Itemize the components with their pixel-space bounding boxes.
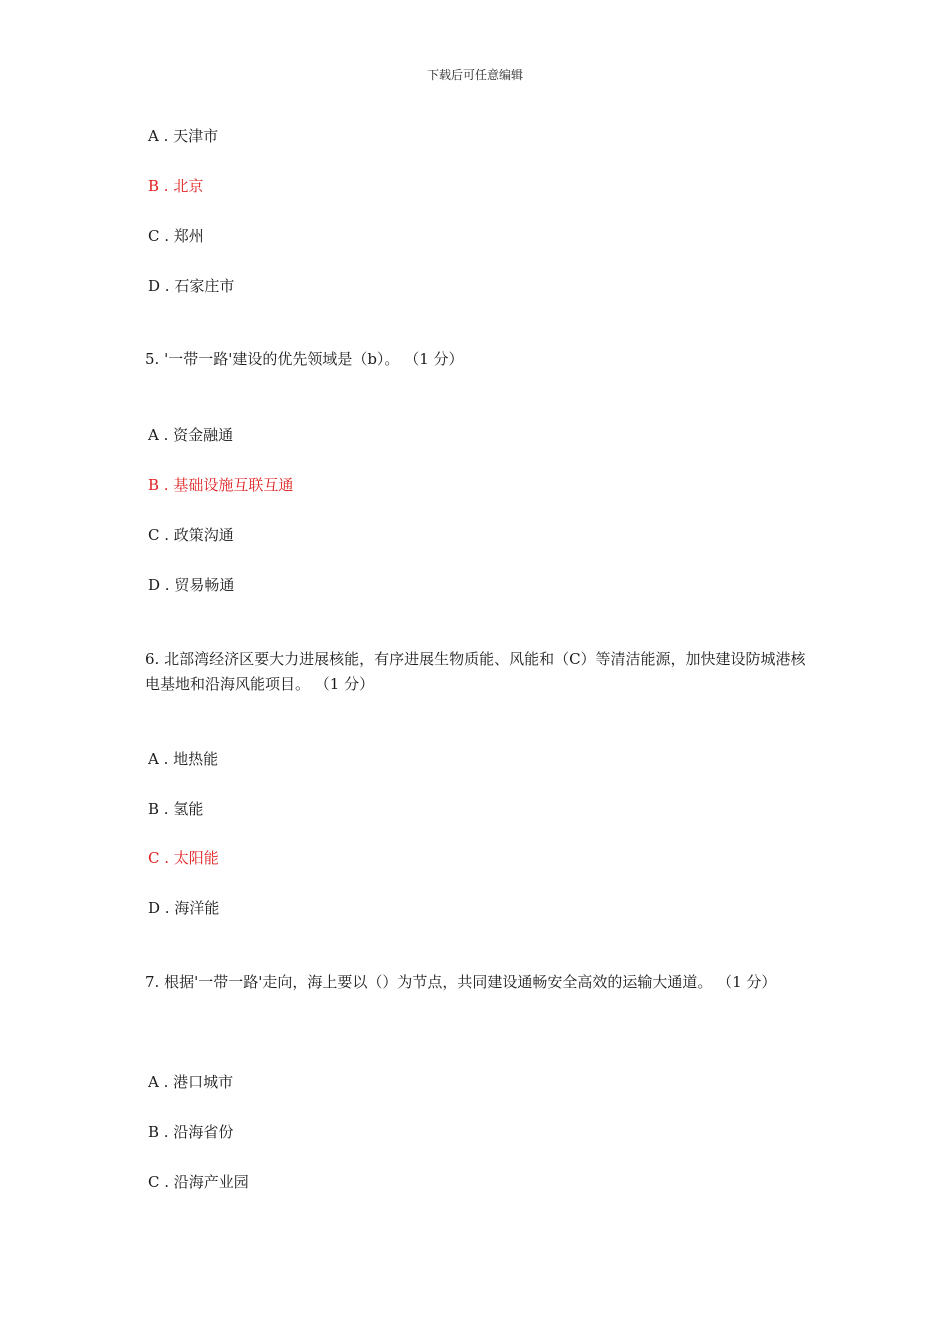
option-q6-b: B . 氢能 [148, 800, 204, 818]
option-q4-a: A . 天津市 [148, 127, 219, 145]
option-q6-c-correct: C . 太阳能 [148, 849, 219, 867]
option-q7-c: C . 沿海产业园 [148, 1173, 249, 1191]
option-q5-b-correct: B . 基础设施互联互通 [148, 476, 294, 494]
option-q4-d: D . 石家庄市 [148, 277, 235, 295]
option-q5-a: A . 资金融通 [148, 426, 234, 444]
option-q7-a: A . 港口城市 [148, 1073, 234, 1091]
question-5-stem: 5. '一带一路'建设的优先领域是（b）。 （1 分） [145, 350, 464, 368]
option-q6-a: A . 地热能 [148, 750, 219, 768]
option-q6-d: D . 海洋能 [148, 899, 220, 917]
option-q4-b-correct: B . 北京 [148, 177, 204, 195]
question-6-stem: 6. 北部湾经济区要大力进展核能，有序进展生物质能、风能和（C）等清洁能源，加快建设防城港核电基地和沿海风能项目。 （1 分） [145, 650, 806, 693]
option-q5-c: C . 政策沟通 [148, 526, 234, 544]
page-header: 下载后可任意编辑 [426, 68, 523, 82]
option-q7-b: B . 沿海省份 [148, 1123, 234, 1141]
question-7-stem: 7. 根据'一带一路'走向，海上要以（）为节点，共同建设通畅安全高效的运输大通道。 （1 分） [145, 973, 777, 991]
option-q4-c: C . 郑州 [148, 227, 204, 245]
option-q5-d: D . 贸易畅通 [148, 576, 235, 594]
